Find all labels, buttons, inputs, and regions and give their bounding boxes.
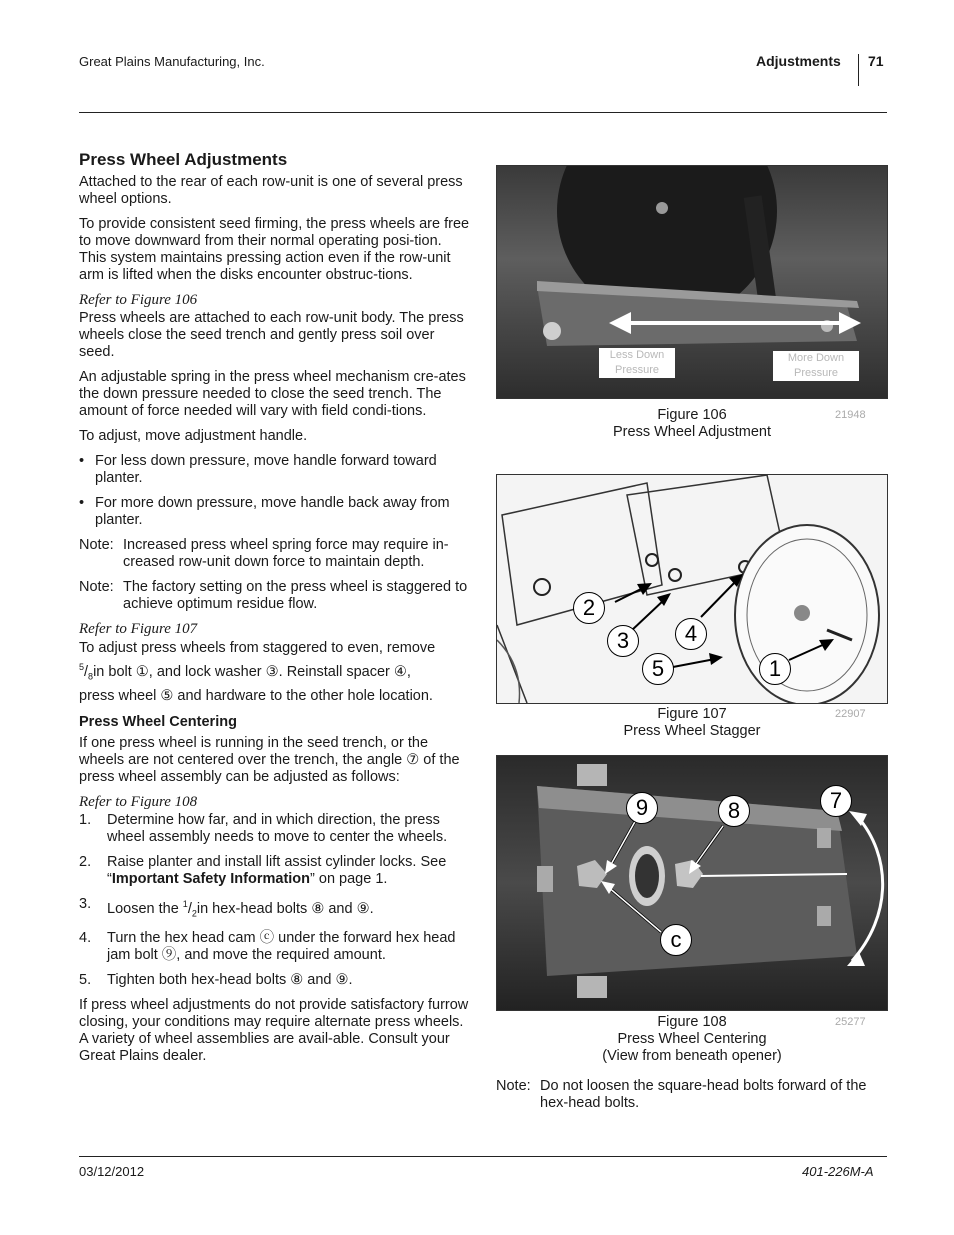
bullet-item: • For more down pressure, move handle back away from planter. [79, 495, 471, 529]
callout-c: c [660, 924, 692, 956]
step-number: 4. [79, 930, 92, 947]
header-rule [79, 112, 887, 113]
figure-label: Figure 107 [657, 706, 727, 722]
header-company: Great Plains Manufacturing, Inc. [79, 54, 265, 69]
figure-caption: Press Wheel Adjustment [613, 424, 771, 440]
step-text: Determine how far, and in which direction, the press wheel assembly needs to move to center the wheels. [107, 811, 448, 845]
step [79, 972, 471, 989]
more-pressure-tag [773, 351, 859, 381]
footer-rule [79, 1156, 887, 1157]
step [79, 854, 471, 888]
note-label: Note: [79, 579, 114, 595]
note-label: Note: [79, 537, 114, 553]
step-text: Turn the hex head cam ⓒ under the forward hex head jam bolt ⑨, and move the required amount. [107, 930, 456, 964]
figure-108-caption [496, 1014, 888, 1065]
fraction-denominator: 8 [88, 671, 94, 682]
fraction-numerator: 5 [79, 662, 85, 672]
step-number: 3. [79, 895, 92, 912]
figure-reference: Refer to Figure 107 [79, 621, 198, 637]
paragraph: To adjust press wheels from staggered to even, remove $^5/_8in$ bolt ①, and lock washer ③. Reinstall spacer ④, press wheel ⑤ and hardware to the other hole location. [79, 640, 436, 704]
callout-7: 7 [820, 785, 852, 817]
footer-date: 03/12/2012 [79, 1164, 145, 1179]
callout-5: 5 [642, 653, 674, 685]
note-text: Increased press wheel spring force may require in-creased row-unit down force to maintain depth. [123, 537, 449, 570]
header-divider-vertical [858, 54, 859, 86]
step-text [107, 854, 471, 888]
text-run: ” on page 1. [310, 870, 388, 887]
right-note [496, 1078, 888, 1112]
figure-caption: Press Wheel Centering [617, 1031, 767, 1047]
text-run: To adjust press wheels from staggered to even, remove [79, 640, 436, 656]
text-run: in bolt ①, and lock washer ③. Reinstall spacer ④, [93, 663, 411, 680]
safety-link-text: Important Safety Information [111, 870, 311, 887]
figure-107-number: 22907 [835, 708, 866, 720]
note [79, 579, 471, 613]
step [79, 930, 471, 964]
note-text: The factory setting on the press wheel is staggered to achieve optimum residue flow. [123, 579, 468, 612]
figure-108-image [496, 755, 888, 1011]
paragraph: Press wheels are attached to each row-unit body. The press wheels close the seed trench and gently press soil over seed. [79, 310, 464, 360]
less-pressure-tag [599, 348, 675, 378]
footer-doc-number: 401-226M-A [802, 1164, 874, 1179]
step-text: Tighten both hex-head bolts ⑧ and ⑨. [107, 972, 353, 989]
figure-label: Figure 108 [657, 1014, 727, 1030]
left-column [79, 151, 471, 1073]
tag-line: Less Down [609, 349, 665, 361]
section-title: Press Wheel Adjustments [79, 150, 288, 169]
fraction-numerator: 1 [182, 898, 188, 909]
tag-line: More Down [787, 352, 845, 364]
paragraph: To provide consistent seed firming, the press wheels are free to move downward from their normal operating posi-tion. This system maintains pressing action even if the row-unit arm is lifted when the disks encounter obstruc-tions. [79, 216, 470, 283]
figure-108-number: 25277 [835, 1016, 866, 1028]
figure-caption: Press Wheel Stagger [623, 723, 761, 739]
figure-106-image [496, 165, 888, 399]
callout-2: 2 [573, 592, 605, 624]
step-number: 2. [79, 853, 92, 870]
figure-caption: (View from beneath opener) [602, 1048, 782, 1064]
paragraph: Attached to the rear of each row-unit is one of several press wheel options. [79, 174, 463, 207]
callout-3: 3 [607, 625, 639, 657]
paragraph: To adjust, move adjustment handle. [79, 428, 308, 444]
paragraph: An adjustable spring in the press wheel mechanism cre-ates the down pressure needed to close the seed trench. The amount of force needed will vary with field condi-tions. [79, 369, 466, 419]
callout-4: 4 [675, 618, 707, 650]
note-label: Note: [496, 1078, 531, 1094]
step-number: 5. [79, 972, 92, 989]
subsection-title: Press Wheel Centering [79, 713, 237, 730]
step [79, 812, 471, 846]
tag-line: Pressure [614, 364, 660, 376]
text-run: in hex-head bolts ⑧ and ⑨. [196, 900, 374, 917]
step-number: 1. [79, 811, 92, 828]
header-page-number: 71 [868, 53, 884, 69]
figure-label: Figure 106 [657, 407, 727, 423]
callout-9: 9 [626, 792, 658, 824]
paragraph: If one press wheel is running in the seed trench, or the wheels are not centered over the trench, the angle ⑦ of the press wheel assembly can be adjusted as follows: [79, 734, 460, 785]
callout-1: 1 [759, 653, 791, 685]
figure-107-image [496, 474, 888, 704]
note-text: Do not loosen the square-head bolts forward of the hex-head bolts. [540, 1078, 867, 1111]
figure-106-number: 21948 [835, 409, 866, 421]
fraction-denominator: 2 [191, 908, 197, 919]
figure-reference: Refer to Figure 106 [79, 292, 198, 308]
text-run: Loosen the [107, 900, 183, 917]
tag-line: Pressure [793, 367, 839, 379]
note [79, 537, 471, 571]
text-run: press wheel ⑤ and hardware to the other hole location. [79, 687, 433, 704]
callout-8: 8 [718, 795, 750, 827]
paragraph: If press wheel adjustments do not provide satisfactory furrow closing, your conditions may require alternate press wheels. A variety of wheel assemblies are avail-able. Consult your Great Plains dealer. [79, 997, 469, 1065]
bullet-item: • For less down pressure, move handle forward toward planter. [79, 453, 471, 487]
figure-reference: Refer to Figure 108 [79, 793, 198, 810]
figure-107-caption [496, 706, 888, 740]
figure-106-caption [496, 407, 888, 441]
press-wheel-stagger-drawing [497, 475, 887, 703]
header-section: Adjustments [756, 53, 841, 69]
text-run: Raise planter and install lift assist cylinder locks. See “ [107, 853, 447, 887]
step [79, 896, 471, 923]
step-text: Loosen the $^1/_2in$ hex-head bolts ⑧ and ⑨. [107, 898, 374, 919]
